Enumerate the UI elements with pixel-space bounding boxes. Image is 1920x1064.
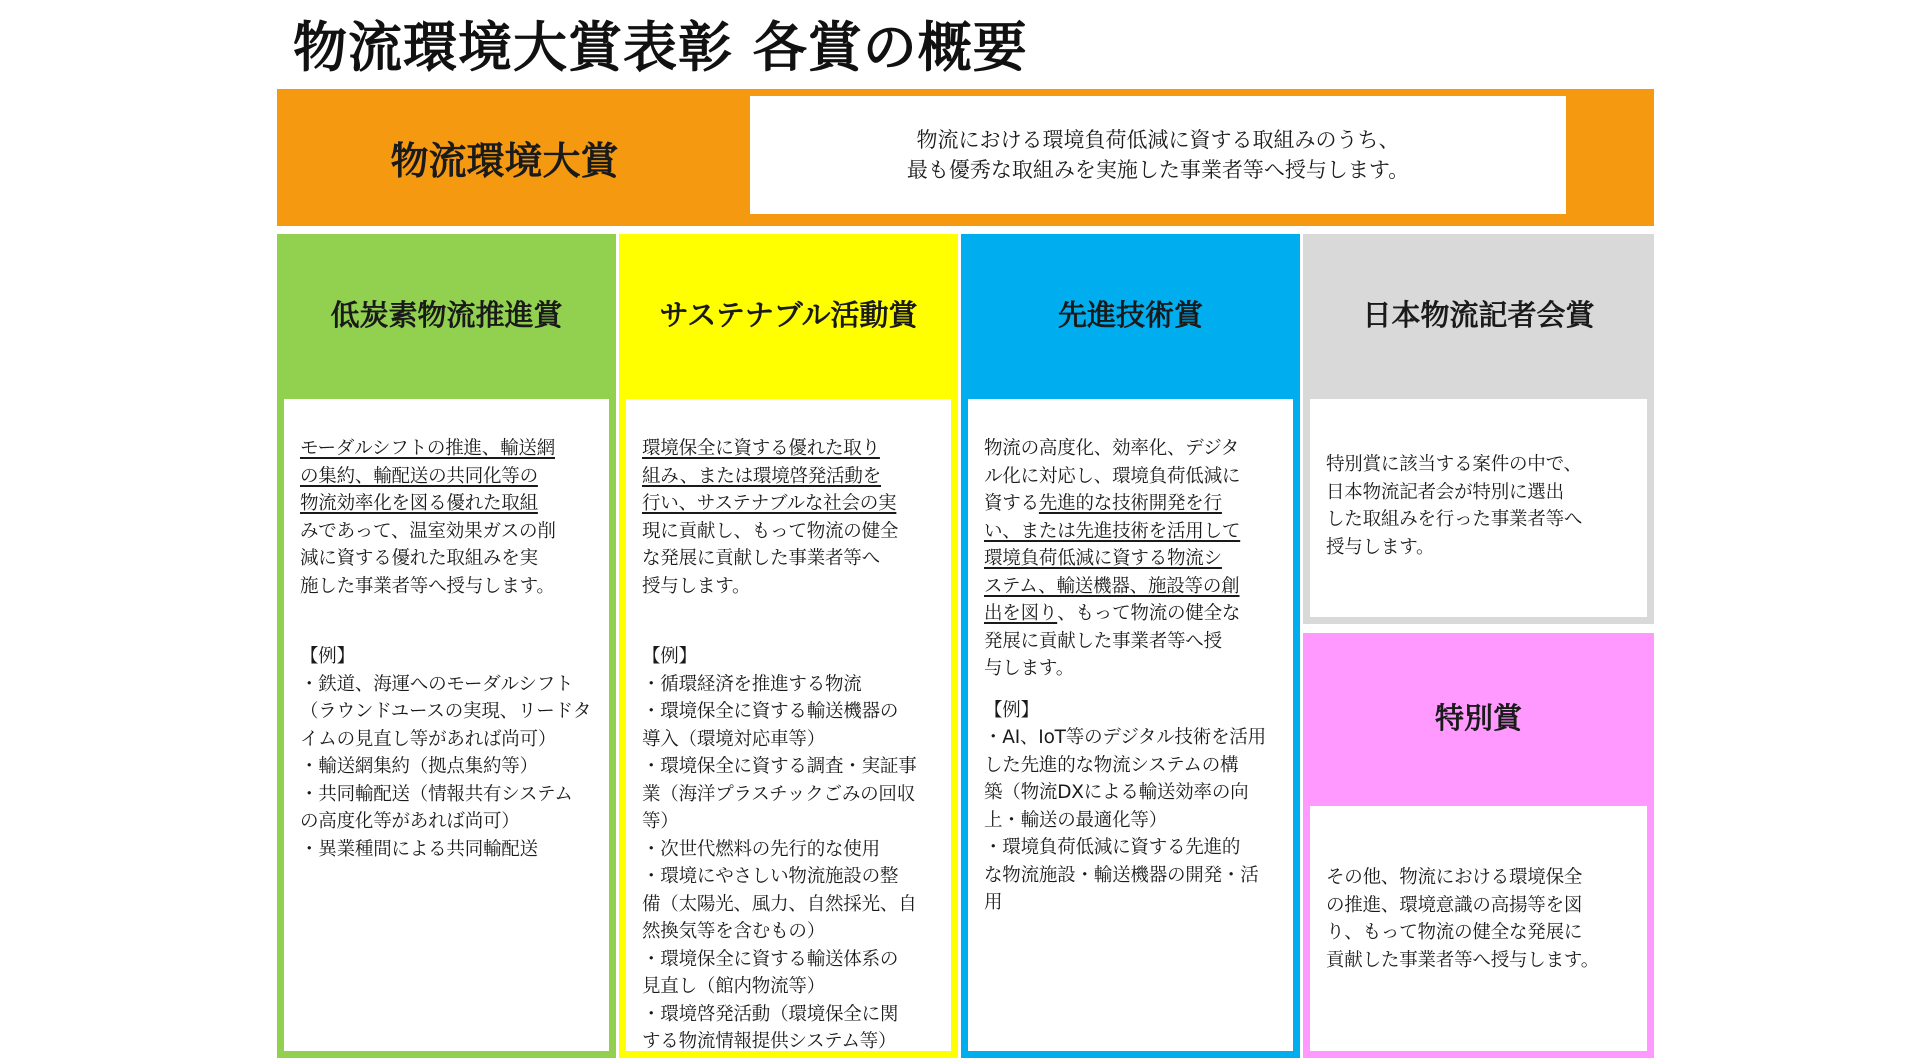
underlined-description: 先進的な技術開発を行 い、または先進技術を活用して 環境負荷低減に資する物流シ ステム、輸送機器、施設等の創 出を図り [984, 493, 1241, 624]
grand-prize-name: 物流環境大賞 [390, 139, 619, 183]
award-column-press [1303, 234, 1654, 624]
award-body-special [1303, 799, 1654, 1058]
example-item: ・環境保全に資する輸送体系の 見直し（館内物流等） [642, 948, 899, 997]
description-text: 、もって物流の健全な 発展に貢献した事業者等へ授 与します。 [984, 603, 1241, 679]
examples-heading: 【例】 [642, 646, 697, 667]
award-name-special: 特別賞 [1434, 700, 1522, 735]
award-name-advanced-technology: 先進技術賞 [1057, 297, 1203, 332]
example-item: ・AI、IoT等のデジタル技術を活用 した先進的な物流システムの構 築（物流DXによる輸送効率の向 上・輸送の最適化等） [984, 727, 1266, 831]
award-body-press [1303, 392, 1654, 624]
examples-heading: 【例】 [984, 699, 1039, 721]
award-column-advanced-technology [961, 234, 1300, 1058]
examples-heading: 【例】 [300, 646, 355, 667]
example-item: ・共同輸配送（情報共有システム の高度化等があれば尚可） [300, 783, 573, 832]
example-item: ・環境にやさしい物流施設の整 備（太陽光、風力、自然採光、自 然換気等を含むもの） [642, 866, 917, 942]
grand-prize-description-box [750, 96, 1566, 214]
award-description: 特別賞に該当する案件の中で、 日本物流記者会が特別に選出 した取組みを行った事業者等へ 授与します。 [1326, 454, 1583, 558]
example-item: ・環境啓発活動（環境保全に関 する物流情報提供システム等） [642, 1003, 899, 1052]
award-body-sustainable [619, 392, 958, 1058]
example-item: ・異業種間による共同輸配送 [300, 838, 538, 860]
award-body-advanced-technology [961, 392, 1300, 1058]
page-title: 物流環境大賞表彰 各賞の概要 [293, 16, 1028, 79]
award-body-low-carbon [277, 392, 616, 1058]
award-column-low-carbon [277, 234, 616, 1058]
examples-list [300, 671, 595, 864]
award-column-sustainable [619, 234, 958, 1058]
example-item: ・次世代燃料の先行的な使用 [642, 838, 880, 860]
examples-list [984, 724, 1279, 917]
description-text: 物流の高度化、効率化、デジタ ル化に対応し、環境負荷低減に 資する [984, 438, 1241, 514]
grand-prize-banner [277, 89, 1654, 226]
award-description [642, 435, 937, 600]
award-name-sustainable: サステナブル活動賞 [659, 297, 918, 332]
underlined-description: 環境保全に資する優れた取り 組み、または環境啓発活動を 行い、サステナブルな社会の実 [642, 438, 897, 514]
examples-list [642, 671, 937, 1056]
award-column-special [1303, 633, 1654, 1058]
award-name-press: 日本物流記者会賞 [1362, 297, 1595, 332]
example-item: ・環境保全に資する輸送機器の 導入（環境対応車等） [642, 701, 899, 750]
description-text: 現に貢献し、もって物流の健全 な発展に貢献した事業者等へ 授与します。 [642, 520, 899, 597]
example-item: ・環境保全に資する調査・実証事 業（海洋プラスチックごみの回収 等） [642, 756, 917, 832]
underlined-description: モーダルシフトの推進、輸送網 の集約、輸配送の共同化等の 物流効率化を図る優れた取組 [300, 438, 555, 514]
example-item: ・鉄道、海運へのモーダルシフト （ラウンドユースの実現、リードタ イムの見直し等があれば尚可） [300, 673, 592, 750]
award-description [984, 435, 1279, 683]
award-name-low-carbon: 低炭素物流推進賞 [330, 297, 563, 332]
example-item: ・環境負荷低減に資する先進的 な物流施設・輸送機器の開発・活 用 [984, 837, 1259, 913]
example-item: ・輸送網集約（拠点集約等） [300, 756, 538, 777]
grand-prize-description: 物流における環境負荷低減に資する取組みのうち、 最も優秀な取組みを実施した事業者等へ授与します。 [906, 128, 1410, 182]
award-description: その他、物流における環境保全 の推進、環境意識の高揚等を図 り、もって物流の健全な発展に 貢献した事業者等へ授与します。 [1326, 867, 1600, 971]
description-text: みであって、温室効果ガスの削 減に資する優れた取組みを実 施した事業者等へ授与します。 [300, 520, 556, 597]
example-item: ・循環経済を推進する物流 [642, 673, 862, 695]
award-description [300, 435, 595, 600]
